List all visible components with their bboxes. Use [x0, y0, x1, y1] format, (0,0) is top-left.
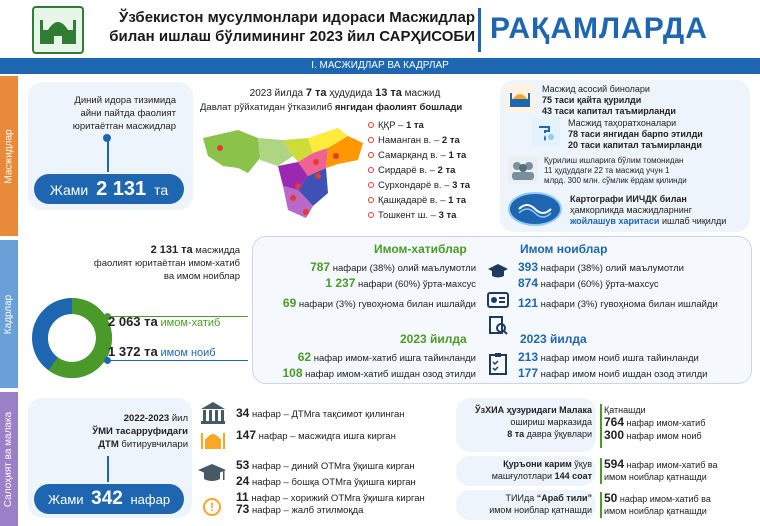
- quran-text-bold: Қуръони карим: [503, 459, 572, 469]
- graduate-stat-count: 24: [236, 474, 250, 488]
- sidebar-staff: [0, 240, 18, 388]
- graduate-stat-text: нафар – бошқа ОТМга ўқишга кирган: [252, 477, 416, 488]
- mosques-intro: [36, 94, 176, 133]
- stat-text: нафари (60%) ўрта-махсус: [358, 279, 476, 290]
- cartography-line: Картографи ИИЧДК билан: [570, 194, 687, 204]
- graduates-text: битирувчилари: [118, 439, 188, 450]
- academy-participants: [604, 404, 705, 442]
- deputy-title: Имом ноиблар: [520, 242, 608, 256]
- ablution-block: [568, 118, 703, 151]
- map-marker-surkhandarya: [303, 209, 309, 215]
- page-title: [100, 8, 475, 46]
- graduate-stat-text: нафар – масжидга ишга кирган: [258, 431, 396, 442]
- quran-hours: 144 соат: [554, 471, 592, 481]
- warning-icon: !: [203, 498, 221, 516]
- stat-text: нафари (3%) гувоҳнома билан ишлайди: [540, 299, 718, 310]
- title-line-1: Ўзбекистон мусулмонлари идораси Масжидлар: [119, 9, 475, 26]
- region-item: Самарқанд в. – 1 та: [368, 148, 498, 163]
- mosques-intro-line: айни пайтда фаолият: [80, 108, 176, 119]
- sidebar-staff-label: Кадрлар: [3, 294, 15, 334]
- graduate-university-stats: [236, 458, 425, 506]
- graduate-cap-icon: [196, 460, 228, 488]
- imam-released-count: 108: [282, 366, 303, 380]
- imam-year-label: 2023 йилда: [400, 332, 467, 346]
- arabic-text: имом ноиблар қатнашди: [489, 505, 592, 515]
- connector-line: [107, 456, 109, 482]
- region-item: Наманган в. – 2 та: [368, 133, 498, 148]
- graduates-total-label: Жами: [47, 492, 84, 507]
- arabic-text: нафар имом-хатиб ва: [619, 494, 711, 504]
- region-item: Сурхондарё в. – 3 та: [368, 178, 498, 193]
- academy-imams-count: 764: [604, 415, 625, 429]
- graduates-total-unit: нафар: [130, 492, 171, 507]
- quran-divider: [600, 458, 602, 484]
- page-big-title: РАҚАМЛАРДА: [490, 12, 708, 45]
- mosques-total-label: Жами: [49, 182, 89, 198]
- title-line-2: билан ишлаш бўлимининг 2023 йил САРҲИСОБИ: [109, 28, 475, 45]
- deputy-year-label: 2023 йилда: [520, 332, 587, 346]
- construction-block: [544, 156, 687, 186]
- deputy-certified-count: 121: [518, 296, 539, 310]
- graduate-stat-count: 147: [236, 428, 257, 442]
- quran-text: машғулотлари: [491, 471, 555, 481]
- imams-count: 2 063 та: [108, 314, 158, 329]
- region-name: Наманган в.: [378, 135, 432, 146]
- map-marker-kashkadarya: [290, 195, 296, 201]
- text: масжид: [401, 88, 441, 99]
- graduate-stat-row: [236, 428, 396, 442]
- arabic-subject: “Араб тили”: [536, 493, 592, 503]
- graduate-stat-text: нафар – хорижий ОТМга ўқишга кирган: [251, 493, 425, 504]
- graduate-stat-row: [236, 458, 425, 474]
- graduates-total-value: 342: [91, 488, 123, 509]
- arabic-text: имом ноиблар қатнашди: [604, 506, 707, 516]
- mosques-total-badge: [34, 174, 184, 204]
- cartography-block: [570, 194, 726, 227]
- section-title: I. МАСЖИДЛАР ВА КАДРЛАР: [0, 58, 760, 74]
- academy-sessions: 8 та: [507, 429, 525, 439]
- construction-line: 11 ҳудуддаги 22 та масжид учун 1: [544, 166, 670, 175]
- ablution-icon: [532, 118, 560, 146]
- quran-text: ўқув: [571, 459, 592, 469]
- region-name: ҚҚР: [378, 120, 396, 131]
- quran-text: имом ноиблар қатнашди: [604, 472, 707, 482]
- graduate-stat-count: 73: [236, 502, 250, 516]
- regions-list: [368, 118, 498, 223]
- academy-label: [460, 404, 592, 440]
- region-count: 1 та: [405, 120, 424, 131]
- stat-text: нафар имом ноиб ишга тайинланди: [540, 353, 699, 364]
- map-marker-syrdarya: [315, 173, 321, 179]
- stat-text: нафари (38%) олий маълумотли: [332, 263, 476, 274]
- stat-text: нафари (3%) гувоҳнома билан ишлайди: [298, 299, 476, 310]
- staff-intro: [90, 244, 240, 283]
- ablution-repaired: 20 таси капитал таъмирланди: [568, 140, 702, 150]
- stat-text: нафари (38%) олий маълумотли: [540, 263, 684, 274]
- quran-participants: [604, 458, 718, 483]
- deputy-released-count: 177: [518, 366, 539, 380]
- map-marker-tashkent: [313, 159, 319, 165]
- university-building-icon: [198, 400, 228, 426]
- graduates-total-badge: [34, 484, 184, 514]
- graduates-text: ЎМИ тасарруфидаги: [92, 426, 188, 437]
- connector-line: [107, 138, 109, 172]
- region-item: Сирдарё в. – 2 та: [368, 163, 498, 178]
- mosque-icon: [198, 426, 228, 452]
- deputy-special-count: 874: [518, 276, 539, 290]
- construction-line: Қурилиш ишларига бўлим томонидан: [544, 156, 684, 165]
- sidebar-education-label: Салоҳият ва малака: [3, 411, 15, 507]
- mosque-building-icon: [506, 84, 534, 112]
- imam-higher-count: 787: [310, 260, 331, 274]
- deputy-higher-count: 393: [518, 260, 539, 274]
- academy-text: нафар имом ноиб: [626, 431, 702, 441]
- mosques-intro-line: Диний идора тизимида: [74, 95, 176, 106]
- map-marker-samarkand: [295, 183, 301, 189]
- map-marker-karakalpakstan: [217, 145, 223, 151]
- region-count: 3 та: [438, 210, 457, 221]
- graduate-stat-row: [236, 502, 363, 516]
- new-mosques-heading: [200, 86, 490, 115]
- ablution-new: 78 таси янгидан барпо этилди: [568, 129, 703, 139]
- graduate-stat-count: 11: [236, 490, 249, 504]
- organization-logo: [32, 6, 84, 54]
- quran-count: 594: [604, 457, 625, 471]
- staff-intro-value: 2 131 та: [150, 244, 193, 256]
- staff-donut-chart: [26, 296, 118, 380]
- deputies-count: 1 372 та: [108, 344, 158, 359]
- stat-text: нафар имом ноиб ишдан озод этилди: [540, 369, 708, 380]
- graduates-years: 2022-2023: [123, 413, 170, 424]
- graduates-intro: [40, 412, 188, 451]
- regions-count: 7 та: [305, 87, 327, 99]
- imams-label: имом-хатиб: [160, 317, 221, 329]
- imams-count-row: [108, 314, 220, 329]
- region-name: Самарқанд в.: [378, 150, 438, 161]
- region-name: Қашқадарё в.: [378, 195, 438, 206]
- stat-text: нафар имом-хатиб ишдан озод этилди: [305, 369, 476, 380]
- quran-text: нафар имом-хатиб ва: [626, 460, 718, 470]
- checklist-icon: [486, 352, 510, 376]
- deputy-hired-count: 213: [518, 350, 539, 364]
- graduate-stat-count: 34: [236, 406, 250, 420]
- mosques-total-unit: та: [154, 182, 169, 198]
- sidebar-mosques-label: Масжидлар: [3, 128, 15, 184]
- uzbekistan-map: [198, 118, 368, 228]
- text: Давлат рўйхатидан ўтказилиб: [200, 102, 335, 113]
- deputies-label: имом ноиб: [160, 347, 216, 359]
- deputies-count-row: [108, 344, 216, 359]
- sidebar-mosques: [0, 76, 18, 236]
- imam-education-stats: [260, 260, 476, 312]
- staff-intro-text: масжидда: [192, 245, 240, 256]
- region-count: 1 та: [448, 150, 467, 161]
- text: 2023 йилда: [249, 88, 306, 99]
- deputies-leader-line: [108, 360, 248, 361]
- mosques-total-value: 2 131: [96, 178, 147, 200]
- document-search-icon: [486, 316, 510, 336]
- academy-deputies-count: 300: [604, 428, 625, 442]
- mosque-logo-icon: [38, 12, 78, 48]
- cartography-line: ишлаб чиқилди: [659, 216, 727, 226]
- imam-hired-count: 62: [297, 350, 312, 364]
- academy-text: нафар имом-хатиб: [626, 418, 706, 428]
- academy-text: ЎзХИА ҳузуридаги Малака: [475, 405, 592, 415]
- academy-text: ошириш марказида: [510, 417, 592, 427]
- buildings-rebuilt: 75 таси қайта қурилди: [542, 95, 642, 105]
- quran-label: [460, 458, 592, 482]
- new-mosques-count: 13 та: [375, 87, 402, 99]
- region-name: Сирдарё в.: [378, 165, 427, 176]
- graduates-text: йил: [169, 413, 188, 424]
- cartography-bold: жойлашув харитаси: [570, 216, 660, 226]
- mosques-intro-line: юритаётган масжидлар: [72, 121, 176, 132]
- graduate-stat-text: нафар – жалб этилмоқда: [252, 505, 364, 516]
- arabic-participants: [604, 492, 711, 517]
- deputy-hiring-stats: [518, 350, 707, 382]
- arabic-count: 50: [604, 491, 618, 505]
- map-marker-namangan: [333, 153, 339, 159]
- graduation-cap-icon: [486, 262, 510, 282]
- ablution-title: Масжид таҳоратхоналари: [568, 118, 677, 128]
- graduates-text: ДТМ: [98, 439, 119, 450]
- region-count: 2 та: [441, 135, 460, 146]
- graduate-stat-count: 53: [236, 458, 250, 472]
- academy-divider: [600, 404, 602, 448]
- cartography-logo-icon: [508, 192, 562, 226]
- imam-special-count: 1 237: [325, 276, 356, 290]
- workers-icon: [508, 156, 538, 184]
- region-item: ҚҚР – 1 та: [368, 118, 498, 133]
- region-name: Сурхондарё в.: [378, 180, 442, 191]
- arabic-label: [460, 492, 592, 516]
- region-item: Қашқадарё в. – 1 та: [368, 193, 498, 208]
- graduate-stat-text: нафар – диний ОТМга ўқишга кирган: [252, 461, 415, 472]
- imam-certified-count: 69: [282, 296, 297, 310]
- arabic-divider: [600, 492, 602, 518]
- region-count: 2 та: [437, 165, 456, 176]
- buildings-repaired: 43 таси капитал таъмирланди: [542, 106, 676, 116]
- construction-line: млрд. 300 млн. сўмлик ёрдам қилинди: [544, 176, 687, 185]
- region-count: 3 та: [452, 180, 470, 191]
- graduate-stat-text: нафар – ДТМга тақсимот қилинган: [252, 409, 405, 420]
- certificate-icon: [486, 290, 510, 310]
- staff-intro-text: фаолият юритаётган имом-хатиб: [93, 258, 240, 269]
- staff-intro-text: ва имом ноиблар: [163, 271, 240, 282]
- imam-title: Имом-хатиблар: [374, 242, 467, 256]
- graduate-stat-row: [236, 406, 405, 420]
- deputy-education-stats: [518, 260, 718, 312]
- title-divider: [478, 8, 481, 52]
- academy-participated-label: Қатнашди: [604, 405, 646, 415]
- imam-hiring-stats: [260, 350, 476, 382]
- region-item: Тошкент ш. – 3 та: [368, 208, 498, 223]
- connector-dot: [103, 134, 111, 142]
- stat-text: нафар имом-хатиб ишга тайинланди: [313, 353, 476, 364]
- stat-text: нафари (60%) ўрта-махсус: [540, 279, 659, 290]
- academy-text: давра ўқувлари: [524, 429, 592, 439]
- buildings-block: [542, 84, 676, 117]
- region-count: 1 та: [448, 195, 467, 206]
- arabic-text: ТИИда: [505, 493, 537, 503]
- region-name: Тошкент ш.: [378, 210, 429, 221]
- buildings-title: Масжид асосий бинолари: [542, 84, 650, 94]
- text-bold: янгидан фаолият бошлади: [334, 102, 463, 113]
- text: ҳудудида: [326, 88, 376, 99]
- cartography-line: ҳамкорликда масжидларнинг: [570, 205, 693, 215]
- sidebar-education: [0, 392, 18, 526]
- graduate-stat-row: [236, 474, 425, 490]
